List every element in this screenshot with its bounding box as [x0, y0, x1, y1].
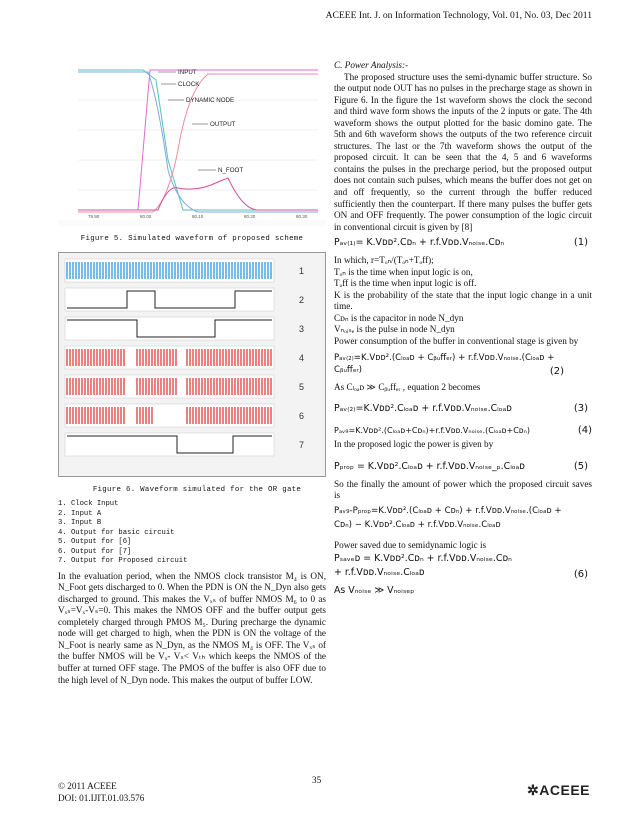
- definition: In which, r=Tₒₙ/(Tₒₙ+Tₒff);: [334, 255, 434, 266]
- x-tick: 80.10: [192, 214, 204, 219]
- x-tick: 80.30: [296, 214, 308, 219]
- paragraph: Power saved due to semidynamic logic is: [334, 539, 487, 550]
- right-column: [334, 60, 592, 599]
- copyright: © 2011 ACEEE: [58, 781, 117, 791]
- x-tick: 80.00: [140, 214, 152, 219]
- legend-item: 1. Clock Input: [58, 500, 119, 509]
- legend-item: 7. Output for Proposed circuit: [58, 557, 188, 566]
- waveform-row: [65, 317, 304, 340]
- row-label: 3: [299, 323, 305, 334]
- equation-6b: + r.f.Vᴅᴅ.Vₙₒᵢₛₑ.Cₗₒₐᴅ (6): [334, 567, 588, 581]
- legend-item: 4. Output for basic circuit: [58, 528, 175, 537]
- row-label: 2: [299, 294, 305, 305]
- waveform-row: [65, 346, 304, 369]
- equation-1: Pₐᵥ₍₁₎= K.Vᴅᴅ².Cᴅₙ + r.f.Vᴅᴅ.Vₙₒᵢₛₑ.Cᴅₙ (1): [334, 237, 588, 249]
- waveform-plot-5: [58, 60, 326, 220]
- row-label: 4: [299, 352, 305, 363]
- equation-6a: Pₛₐᵥₑᴅ = K.Vᴅᴅ².Cᴅₙ + r.f.Vᴅᴅ.Vₙₒᵢₛₑ.Cᴅₙ: [334, 553, 512, 565]
- label-dynamic-node: DYNAMIC NODE: [186, 97, 235, 104]
- definition: K is the probability of the state that the input logic change in a unit time.: [334, 289, 592, 312]
- definition: Tₒₙ is the time when input logic is on,: [334, 266, 473, 277]
- definition: Vₙₒᵢₛₑ is the pulse in node N_dyn: [334, 324, 455, 335]
- running-header: ACEEE Int. J. on Information Technology, Vol. 01, No. 03, Dec 2011: [325, 10, 592, 21]
- legend-item: 5. Output for [6]: [58, 538, 132, 547]
- definition: Power consumption of the buffer in conventional stage is given by: [334, 336, 579, 347]
- definition: Cᴅₙ is the capacitor in node N_dyn: [334, 312, 464, 323]
- waveform-row: [65, 375, 304, 398]
- paragraph: In the evaluation period, when the NMOS clock transistor M₄ is ON, N_Foot gets discharged to 0. When the PDN is ON the N_Dyn also gets discharged to ground. This makes the Vₓₛ of buffer NMOS M₆ to 0 as Vₓₛ=Vₓ-Vₛ=0. This makes the NMOS OFF and the buffer output gets completely charged through PMOS M₅. During precharge the dynamic node will get charged to high, when the PDN is ON the voltage of the N_Foot is nearly same as N_Dyn, as the NMOS M₄ is OFF. The Vₓₛ of the buffer NMOS will be Vₓ- Vₛ< Vₜₕ which keeps the NMOS of the buffer at turned OFF stage. The PMOS of the buffer is also OFF due to the high level of N_Dyn node. This makes the output of buffer LOW.: [58, 570, 326, 685]
- row-label: 7: [299, 439, 305, 450]
- label-output: OUTPUT: [210, 121, 236, 128]
- label-clock: CLOCK: [178, 81, 200, 88]
- figure-6: [58, 252, 326, 477]
- section-heading: C. Power Analysis:-: [334, 60, 409, 70]
- figure-6-caption: Figure 6. Waveform simulated for the OR gate: [92, 485, 302, 494]
- equation-2: Pₐᵥ₍₂₎=K.Vᴅᴅ².(Cₗₒₐᴅ + Cᵦᵤffₑᵣ) + r.f.Vᴅᴅ.Vₙₒᵢₛₑ.(Cₗₒₐᴅ + Cᵦᵤffₑᵣ) (2): [334, 352, 564, 377]
- x-tick: 79.90: [88, 214, 100, 219]
- waveform-row: [65, 259, 304, 282]
- waveform-row: [65, 433, 304, 456]
- definition: Tₒff is the time when input logic is off.: [334, 278, 477, 289]
- equation-5: Pₚᵣₒₚ = K.Vᴅᴅ².Cₗₒₐᴅ + r.f.Vᴅᴅ.Vₙₒᵢₛₑ_ₚ.Cₗₒₐᴅ (5): [334, 460, 588, 472]
- waveform-plot-6: [59, 253, 325, 476]
- legend-item: 6. Output for [7]: [58, 547, 132, 556]
- equation-3: Pₐᵥ₍₂₎=K.Vᴅᴅ².Cₗₒₐᴅ + r.f.Vᴅᴅ.Vₙₒᵢₛₑ.Cₗₒₐᴅ (3): [334, 403, 588, 415]
- legend-item: 2. Input A: [58, 509, 102, 518]
- equation-saved: Pₐᵥ₉-Pₚᵣₒₚ=K.Vᴅᴅ².(Cₗₒₐᴅ + Cᴅₙ) + r.f.Vᴅᴅ.Vₙₒᵢₛₑ.(Cₗₒₐᴅ + Cᴅₙ) − K.Vᴅᴅ².Cₗₒₐᴅ + r.f.Vᴅᴅ.Vₙₒᵢₛₑ.Cₗₒₐᴅ: [334, 505, 562, 530]
- paragraph: As Cₗₒₐᴅ ≫ Cᵦᵤffₑᵣ , equation 2 becomes: [334, 381, 481, 392]
- footer-left: [58, 780, 144, 804]
- paragraph: The proposed structure uses the semi-dynamic buffer structure. So the output node OUT has no pulses in the precharge stage as shown in Figure 6. In the figure the 1st waveform shows the clock the second and third wave form shows the inputs of the 2 inputs or gate. The 4th waveform shows the output plotted for the basic domino gate. The 5th and 6th waveform shows the outputs of the two reference circuit structures. The last or the 7th waveform shows the output of the proposed circuit. It can be seen that the 4, 5 and 6 waveforms contains the pulses in the precharge period, but the proposed output does not contain such pulses, which means the buffer does not get on and off frequently, so the current through the buffer reduced sufficiently then the counterpart. If there many pulses the buffer gets ON and OFF frequently. The power consumption of the logic circuit in conventional circuit is given by [8]: [334, 71, 592, 232]
- left-body: [58, 571, 326, 686]
- row-label: 6: [299, 410, 305, 421]
- x-tick: 80.20: [244, 214, 256, 219]
- figure-6-legend: [58, 500, 326, 567]
- paragraph: So the finally the amount of power which the proposed circuit saves is: [334, 478, 592, 501]
- equation-4: Pₐᵥ₉=K.Vᴅᴅ².(Cₗₒₐᴅ+Cᴅₙ)+r.f.Vᴅᴅ.Vₙₒᵢₛₑ.(Cₗₒₐᴅ+Cᴅₙ) (4): [334, 425, 592, 437]
- waveform-row: [65, 404, 304, 427]
- equation-6c: As Vₙₒᵢₛₑ ≫ Vₙₒᵢₛₑₚ: [334, 585, 415, 597]
- aceee-logo: ✲ACEEE: [527, 782, 590, 798]
- label-n-foot: N_FOOT: [218, 167, 244, 174]
- label-input: INPUT: [178, 69, 197, 76]
- paragraph: In the proposed logic the power is given by: [334, 439, 494, 450]
- legend-item: 3. Input B: [58, 519, 102, 528]
- figure-5-caption: Figure 5. Simulated waveform of proposed scheme: [80, 235, 304, 243]
- page-number: 35: [312, 775, 322, 785]
- figure-5: [58, 60, 326, 226]
- row-label: 5: [299, 381, 305, 392]
- row-label: 1: [299, 265, 305, 276]
- waveform-row: [65, 288, 304, 311]
- left-column: [58, 60, 326, 686]
- doi: DOI: 01.IJIT.01.03.576: [58, 793, 145, 803]
